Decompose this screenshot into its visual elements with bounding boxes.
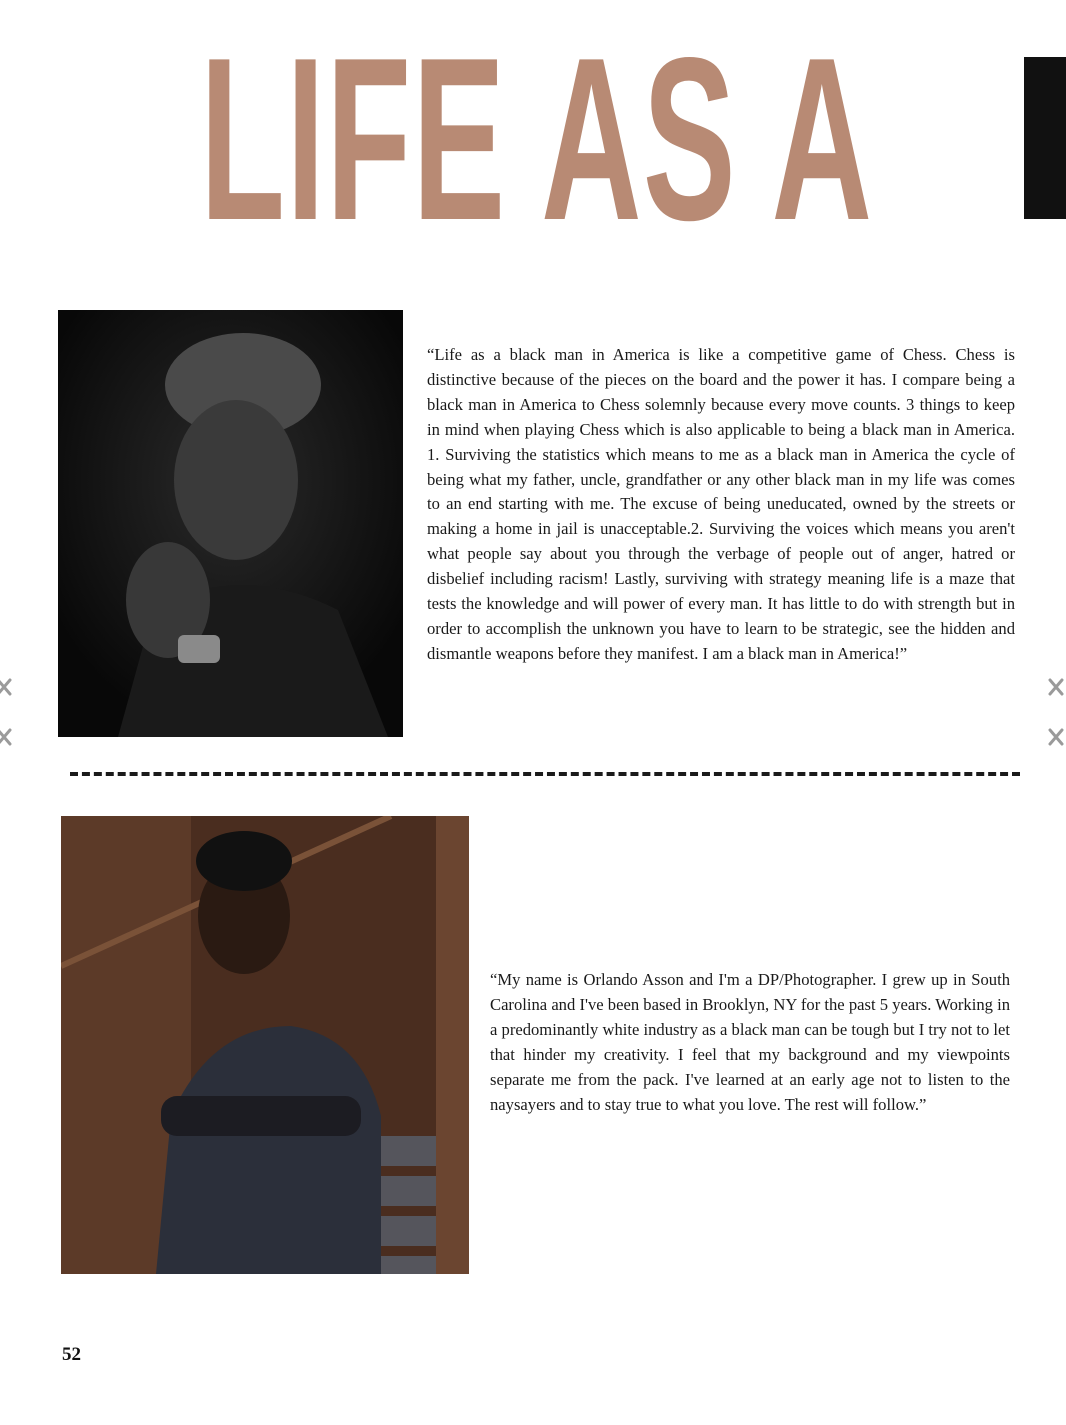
binder-clip-right-icon	[1046, 672, 1066, 752]
portrait-photo-2	[61, 816, 469, 1274]
quote-text-2: “My name is Orlando Asson and I'm a DP/Photographer. I grew up in South Carolina and I've been based in Brooklyn, NY for the past 5 years. Working in a predominantly white industry as a black man can be tough but I try not to let that hinder my creativity. I feel that my background and my viewpoints separate me from the pack. I've learned at an early age not to listen to the naysayers and to stay true to what you love. The rest will follow.”	[490, 970, 1010, 1114]
quote-text-1: “Life as a black man in America is like a competitive game of Chess. Chess is distinctive because of the pieces on the board and the power it has. I compare being a black man in America to Chess solemnly because every move counts. 3 things to keep in mind when playing Chess which is also applicable to being a black man in America. 1. Surviving the statistics which means to me as a black man in America the cycle of being what my father, uncle, grandfather or any other black man in my life was comes to an end starting with me. The excuse of being uneducated, owned by the streets or making a home in jail is unacceptable.2. Surviving the voices which means you aren't what people say about you through the verbage of people out of anger, hatred or disbelief including racism! Lastly, surviving with strategy meaning life is a maze that tests the knowledge and will power of every man. It has little to do with strength but in order to accomplish the unknown you have to learn to be strategic, see the hidden and dismantle weapons before they manifest. I am a black man in America!”	[427, 345, 1015, 663]
dashed-divider	[70, 772, 1020, 776]
headline: LIFE AS A	[200, 10, 874, 269]
page-number: 52	[62, 1344, 81, 1365]
black-block	[1024, 57, 1066, 219]
portrait-photo-1	[58, 310, 403, 737]
binder-clip-left-icon	[0, 672, 14, 752]
